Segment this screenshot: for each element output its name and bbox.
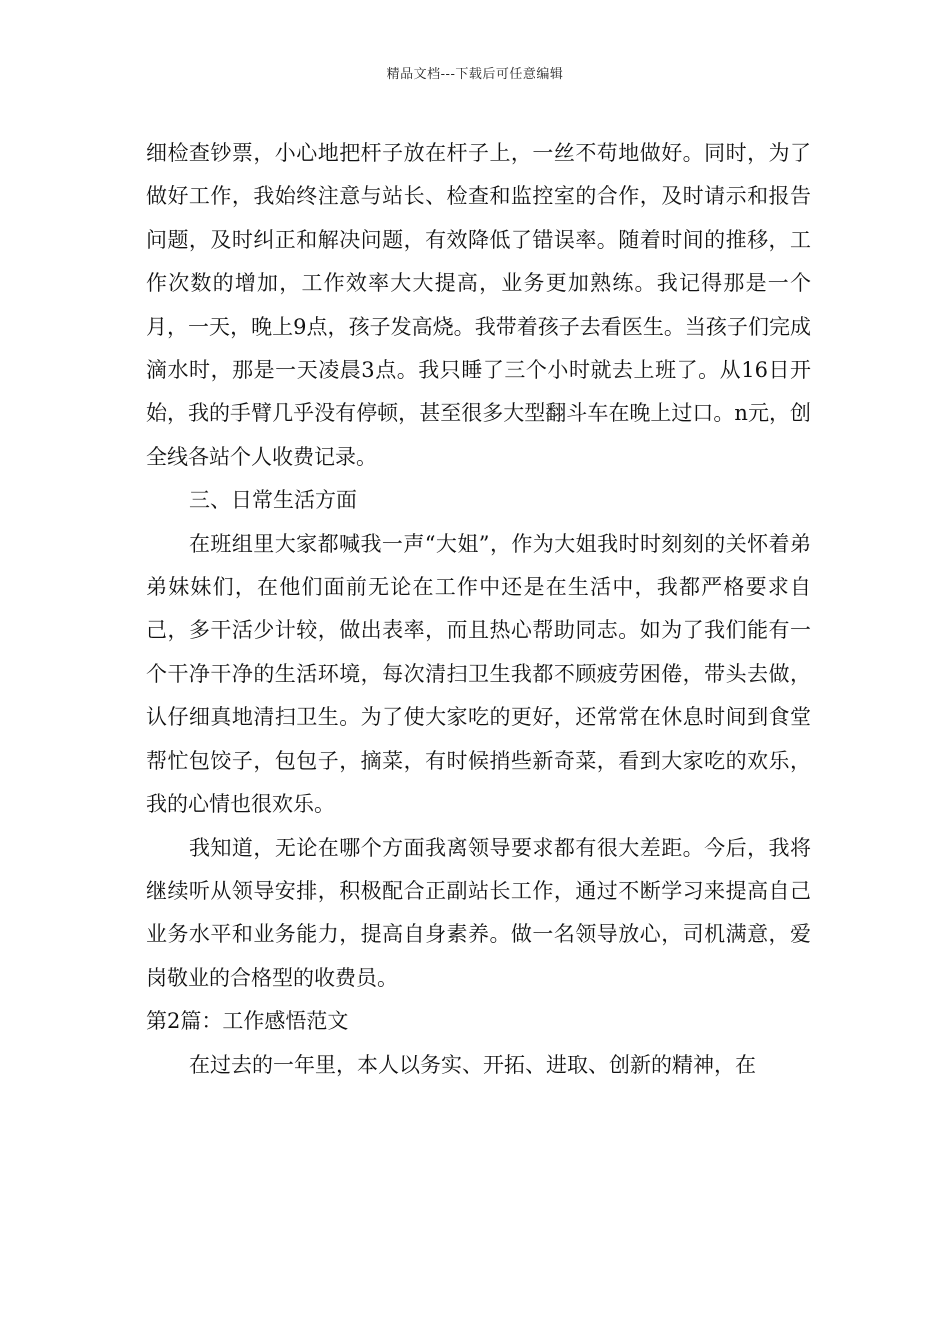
paragraph-1: 细检查钞票，小心地把杆子放在杆子上，一丝不苟地做好。同时，为了做好工作，我始终注意与站长、检查和监控室的合作，及时请示和报告问题，及时纠正和解决问题，有效降低了错误率。随着时间的推移，工作次数的增加，工作效率大大提高，业务更加熟练。我记得那是一个月，一天，晚上9点，孩子发高烧。我带着孩子去看医生。当孩子们完成滴水时，那是一天凌晨3点。我只睡了三个小时就去上班了。从16日开始，我的手臂几乎没有停顿，甚至很多大型翻斗车在晚上过口。n元，创全线各站个人收费记录。 [146, 141, 811, 469]
chapter-heading-2: 第2篇：工作感悟范文 [146, 1009, 349, 1034]
paragraph-2: 在班组里大家都喊我一声“大姐”，作为大姐我时时刻刻的关怀着弟弟妹妹们，在他们面前无论在工作中还是在生活中，我都严格要求自己，多干活少计较，做出表率，而且热心帮助同志。如为了我们能有一个干净干净的生活环境，每次清扫卫生我都不顾疲劳困倦，带头去做，认仔细真地清扫卫生。为了使大家吃的更好，还常常在休息时间到食堂帮忙包饺子，包包子，摘菜，有时候捎些新奇菜，看到大家吃的欢乐，我的心情也很欢乐。 [146, 531, 811, 817]
page-header: 精品文档---下载后可任意编辑 [386, 67, 564, 82]
document-body [146, 132, 811, 1087]
paragraph-4: 在过去的一年里，本人以务实、开拓、进取、创新的精神，在 [189, 1052, 756, 1077]
section-heading-daily-life: 三、日常生活方面 [189, 488, 357, 513]
paragraph-3: 我知道，无论在哪个方面我离领导要求都有很大差距。今后，我将继续听从领导安排，积极配合正副站长工作，通过不断学习来提高自己业务水平和业务能力，提高自身素养。做一名领导放心，司机满意，爱岗敬业的合格型的收费员。 [146, 835, 811, 990]
